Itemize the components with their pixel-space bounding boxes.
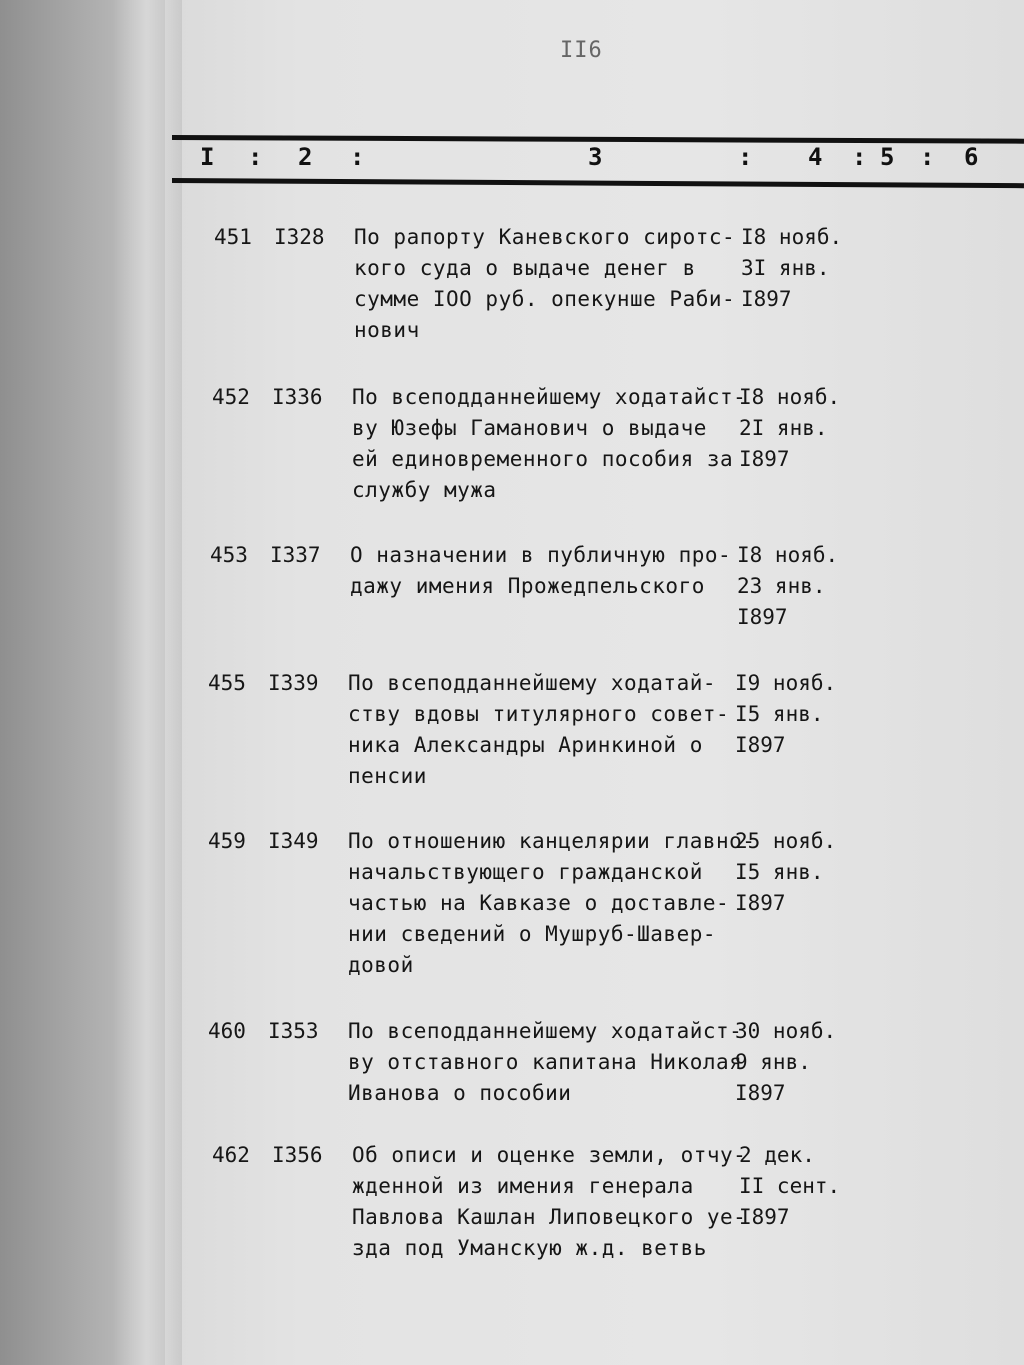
date-start: I8 нояб. — [739, 385, 841, 409]
date-end: 9 янв. — [735, 1050, 811, 1074]
date-end: 2I янв. — [739, 416, 828, 440]
description-line: сумме IOO руб. опекунше Раби- — [354, 287, 736, 311]
column-header-3: 3 — [588, 143, 603, 171]
column-header-2: 2 — [298, 143, 313, 171]
case-number: I339 — [268, 671, 319, 695]
entry-number: 460 — [208, 1019, 246, 1043]
description-line: пенсии — [348, 764, 427, 788]
case-number: I328 — [274, 225, 325, 249]
entry-number: 453 — [210, 543, 248, 567]
description-line: ника Александры Аринкиной о — [348, 733, 703, 757]
description-line: По рапорту Каневского сиротс- — [354, 225, 736, 249]
description-line: дажу имения Прожедпельского — [350, 574, 705, 598]
entry-dates — [741, 222, 871, 315]
date-year: I897 — [737, 605, 788, 629]
description-line: Иванова о пособии — [348, 1081, 572, 1105]
date-start: 25 нояб. — [735, 829, 837, 853]
description-line: Об описи и оценке земли, отчу- — [352, 1143, 747, 1167]
case-number: I356 — [272, 1143, 323, 1167]
column-header-4: 4 — [808, 143, 823, 171]
description-line: По всеподданнейшему ходатай- — [348, 671, 717, 695]
column-header-1: I — [200, 143, 215, 171]
description-line: ей единовременного пособия за — [352, 447, 734, 471]
entry-dates — [735, 826, 865, 919]
entry-number: 451 — [214, 225, 252, 249]
case-number: I337 — [270, 543, 321, 567]
column-separator: : — [920, 143, 935, 171]
description-line: Павлова Кашлан Липовецкого уе- — [352, 1205, 747, 1229]
description-line: нии сведений о Мушруб-Шавер- — [348, 922, 717, 946]
column-header-5: 5 — [880, 143, 895, 171]
date-end: I5 янв. — [735, 702, 824, 726]
entry-dates — [735, 1016, 865, 1109]
description-line: ву отставного капитана Николая — [348, 1050, 743, 1074]
date-end: II сент. — [739, 1174, 841, 1198]
page-number: II6 — [560, 38, 603, 63]
case-number: I353 — [268, 1019, 319, 1043]
page-fold — [112, 0, 182, 1365]
entry-number: 455 — [208, 671, 246, 695]
entry-description — [348, 826, 756, 981]
entry-description — [352, 382, 752, 506]
description-line: кого суда о выдаче денег в — [354, 256, 696, 280]
description-line: ву Юзефы Гаманович о выдаче — [352, 416, 707, 440]
date-year: I897 — [739, 1205, 790, 1229]
date-start: I9 нояб. — [735, 671, 837, 695]
date-end: 23 янв. — [737, 574, 826, 598]
date-end: 3I янв. — [741, 256, 830, 280]
entry-description — [350, 540, 750, 602]
entry-dates — [739, 382, 869, 475]
description-line: О назначении в публичную про- — [350, 543, 732, 567]
description-line: довой — [348, 953, 414, 977]
entry-description — [352, 1140, 752, 1264]
description-line: По отношению канцелярии главно- — [348, 829, 756, 853]
date-year: I897 — [735, 1081, 786, 1105]
date-year: I897 — [735, 891, 786, 915]
description-line: частью на Кавказе о доставле- — [348, 891, 730, 915]
entry-number: 452 — [212, 385, 250, 409]
description-line: начальствующего гражданской — [348, 860, 703, 884]
date-year: I897 — [735, 733, 786, 757]
entry-description — [348, 1016, 748, 1109]
date-year: I897 — [739, 447, 790, 471]
description-line: нович — [354, 318, 420, 342]
column-separator: : — [248, 143, 263, 171]
column-separator: : — [852, 143, 867, 171]
description-line: службу мужа — [352, 478, 497, 502]
date-start: 30 нояб. — [735, 1019, 837, 1043]
entry-number: 459 — [208, 829, 246, 853]
case-number: I349 — [268, 829, 319, 853]
case-number: I336 — [272, 385, 323, 409]
description-line: зда под Уманскую ж.д. ветвь — [352, 1236, 707, 1260]
column-separator: : — [738, 143, 753, 171]
description-line: По всеподданнейшему ходатайст- — [348, 1019, 743, 1043]
date-year: I897 — [741, 287, 792, 311]
date-start: 2 дек. — [739, 1143, 815, 1167]
date-start: I8 нояб. — [737, 543, 839, 567]
entry-number: 462 — [212, 1143, 250, 1167]
entry-description — [348, 668, 748, 792]
date-start: I8 нояб. — [741, 225, 843, 249]
column-separator: : — [350, 143, 365, 171]
description-line: жденной из имения генерала — [352, 1174, 694, 1198]
entry-dates — [735, 668, 865, 761]
entry-dates — [737, 540, 867, 633]
entry-dates — [739, 1140, 869, 1233]
entry-description — [354, 222, 754, 346]
date-end: I5 янв. — [735, 860, 824, 884]
description-line: ству вдовы титулярного совет- — [348, 702, 730, 726]
column-header-6: 6 — [964, 143, 979, 171]
description-line: По всеподданнейшему ходатайст- — [352, 385, 747, 409]
